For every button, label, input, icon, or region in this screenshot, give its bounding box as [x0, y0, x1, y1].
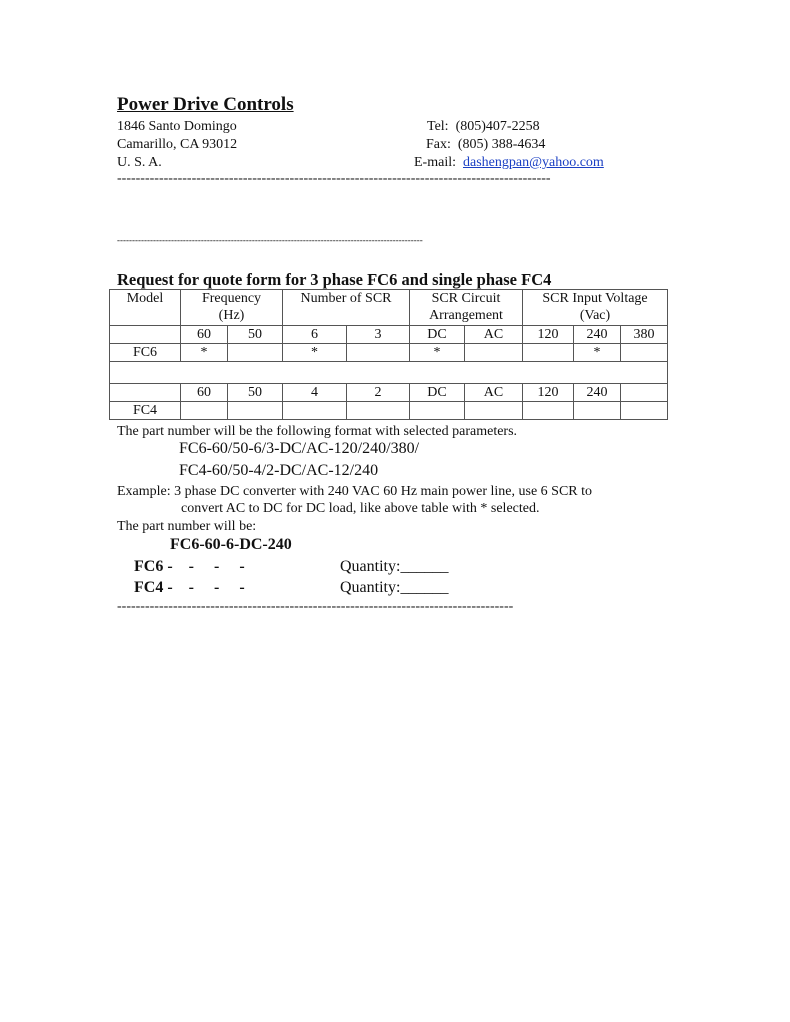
part-intro: The part number will be: — [117, 519, 257, 534]
selection-cell[interactable] — [410, 402, 465, 420]
selection-cell[interactable] — [523, 344, 574, 362]
selection-cell[interactable] — [621, 344, 668, 362]
selection-cell[interactable]: * — [574, 344, 621, 362]
option: 4 — [283, 384, 347, 402]
option: 120 — [523, 384, 574, 402]
option: DC — [410, 326, 465, 344]
form-heading: Request for quote form for 3 phase FC6 and single phase FC4 — [117, 270, 552, 289]
fc6-entry[interactable]: FC6 - - - - — [134, 558, 245, 575]
selection-cell[interactable] — [523, 402, 574, 420]
model-cell: FC6 — [110, 344, 181, 362]
selection-cell[interactable]: * — [410, 344, 465, 362]
part-example: FC6-60-6-DC-240 — [170, 536, 292, 553]
format-intro: The part number will be the following format with selected parameters. — [117, 424, 518, 439]
table-header-row — [110, 290, 668, 326]
option: AC — [465, 326, 523, 344]
format-fc6: FC6-60/50-6/3-DC/AC-120/240/380/ — [179, 440, 420, 457]
selection-cell[interactable] — [228, 344, 283, 362]
fax-label: Fax: — [426, 137, 451, 152]
option: AC — [465, 384, 523, 402]
option: 120 — [523, 326, 574, 344]
fc4-selection-row — [110, 402, 668, 420]
selection-cell[interactable] — [347, 402, 410, 420]
header-model: Model — [110, 290, 181, 326]
option: 60 — [181, 326, 228, 344]
fax-value: (805) 388-4634 — [457, 137, 546, 152]
tel-value: (805)407-2258 — [455, 119, 540, 134]
option: 240 — [574, 326, 621, 344]
fc4-quantity-field[interactable]: Quantity:______ — [340, 579, 449, 596]
address-line-2: Camarillo, CA 93012 — [117, 137, 238, 152]
header-frequency: Frequency (Hz) — [181, 290, 283, 326]
option — [621, 384, 668, 402]
selection-cell[interactable] — [465, 402, 523, 420]
selection-cell[interactable] — [347, 344, 410, 362]
selection-cell[interactable]: * — [181, 344, 228, 362]
option: 2 — [347, 384, 410, 402]
format-fc4: FC4-60/50-4/2-DC/AC-12/240 — [179, 462, 379, 479]
option: 240 — [574, 384, 621, 402]
rfq-table — [109, 289, 668, 420]
tel-label: Tel: — [427, 119, 449, 134]
header-circuit: SCR Circuit Arrangement — [410, 290, 523, 326]
option: 60 — [181, 384, 228, 402]
separator-top: --------------------------------------------------------------------------------------------- — [117, 171, 551, 186]
option: 50 — [228, 384, 283, 402]
fax-line — [426, 136, 545, 154]
option: 380 — [621, 326, 668, 344]
company-name: Power Drive Controls — [117, 94, 294, 115]
option: 6 — [283, 326, 347, 344]
email-label: E-mail: — [414, 155, 456, 170]
selection-cell[interactable]: * — [283, 344, 347, 362]
fc6-selection-row — [110, 344, 668, 362]
email-line — [414, 154, 604, 172]
option: 50 — [228, 326, 283, 344]
separator-bottom: ------------------------------------------------------------------------------------- — [117, 599, 514, 614]
tel-line — [427, 118, 540, 136]
selection-cell[interactable] — [465, 344, 523, 362]
separator-short: ------------------------------------------------------------------------------------------------------ — [117, 235, 423, 245]
header-voltage: SCR Input Voltage (Vac) — [523, 290, 668, 326]
option: 3 — [347, 326, 410, 344]
selection-cell[interactable] — [283, 402, 347, 420]
header-num-scr: Number of SCR — [283, 290, 410, 326]
address-line-3: U. S. A. — [117, 155, 162, 170]
example-line-1: Example: 3 phase DC converter with 240 VAC 60 Hz main power line, use 6 SCR to — [117, 484, 593, 499]
model-cell: FC4 — [110, 402, 181, 420]
selection-cell[interactable] — [181, 402, 228, 420]
address-line-1: 1846 Santo Domingo — [117, 119, 237, 134]
example-line-2: convert AC to DC for DC load, like above table with * selected. — [181, 501, 540, 516]
fc4-options-row — [110, 384, 668, 402]
option: DC — [410, 384, 465, 402]
fc4-entry[interactable]: FC4 - - - - — [134, 579, 245, 596]
spacer-row — [110, 362, 668, 384]
fc6-options-row — [110, 326, 668, 344]
fc6-quantity-field[interactable]: Quantity:______ — [340, 558, 449, 575]
selection-cell[interactable] — [621, 402, 668, 420]
selection-cell[interactable] — [228, 402, 283, 420]
email-link[interactable]: dashengpan@yahoo.com — [463, 155, 604, 170]
selection-cell[interactable] — [574, 402, 621, 420]
